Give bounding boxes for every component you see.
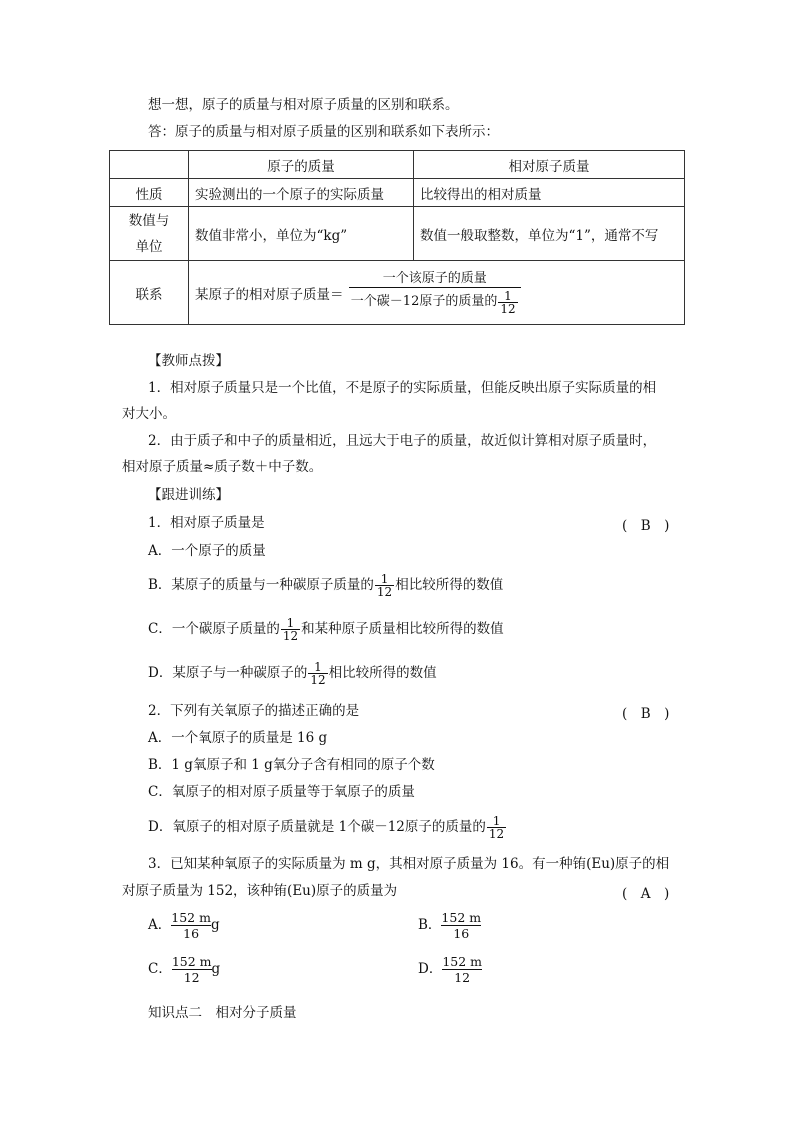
fraction-numerator: 一个该原子的质量 <box>382 270 487 286</box>
fraction-denominator <box>349 287 521 315</box>
q2-option-c: C．氧原子的相对原子质量等于氧原子的质量 <box>148 784 415 800</box>
denominator-text: 一个碳－12原子的质量的 <box>350 294 498 309</box>
option-fraction <box>441 910 481 941</box>
fraction-den: 12 <box>172 969 212 985</box>
q1-option-d <box>148 658 437 688</box>
table-header-relative-mass: 相对原子质量 <box>414 151 685 179</box>
q2-option-d <box>148 812 507 842</box>
q3-answer: ( A ) <box>622 886 670 902</box>
option-label: A． <box>148 917 172 933</box>
fraction-one-twelfth <box>487 815 506 840</box>
teacher-point-1-cont: 对大小。 <box>122 406 176 422</box>
fraction-den: 16 <box>171 925 211 941</box>
option-label: D． <box>418 961 443 977</box>
comparison-table <box>109 150 685 325</box>
table-cell-label <box>110 207 189 261</box>
intro-answer: 答：原子的质量与相对原子质量的区别和联系如下表所示： <box>148 124 499 140</box>
fraction-num: 1 <box>492 814 501 828</box>
q1-answer: ( B ) <box>622 518 670 534</box>
q3-stem-line-1: 3．已知某种氧原子的实际质量为 m g，其相对原子质量为 16。有一种铕(Eu)原子的相 <box>148 856 670 872</box>
teacher-point-2: 2．由于质子和中子的质量相近，且远大于电子的质量，故近似计算相对原子质量时， <box>148 433 657 449</box>
q3-stem-line-2: 对原子质量为 152，该种铕(Eu)原子的质量为 <box>122 883 398 899</box>
option-unit: g <box>211 961 221 977</box>
fraction-den: 12 <box>310 673 326 687</box>
option-label: C． <box>148 961 172 977</box>
q1-option-b <box>148 570 503 600</box>
relation-fraction <box>349 271 521 315</box>
q1-option-c <box>148 614 504 644</box>
option-text: 相比较所得的数值 <box>395 577 504 593</box>
fraction-num: 152 m <box>442 954 483 969</box>
fraction-num: 152 m <box>171 910 211 925</box>
q3-option-b <box>418 908 481 942</box>
inner-fraction <box>498 290 517 315</box>
table-row-value-unit <box>110 207 685 261</box>
table-header-atom-mass: 原子的质量 <box>189 151 414 179</box>
practice-title: 【跟进训练】 <box>148 487 229 503</box>
fraction-num: 1 <box>286 616 295 630</box>
teacher-title: 【教师点拨】 <box>148 353 229 369</box>
option-text: 相比较所得的数值 <box>328 665 437 681</box>
option-fraction <box>442 954 482 985</box>
intro-question: 想一想，原子的质量与相对原子质量的区别和联系。 <box>148 97 459 113</box>
option-text: C．一个碳原子质量的 <box>148 621 280 637</box>
table-row-relation <box>110 261 685 325</box>
fraction-den: 12 <box>282 629 299 643</box>
fraction-den: 12 <box>442 969 482 985</box>
fraction-one-twelfth <box>308 661 327 686</box>
option-text: B．某原子的质量与一种碳原子质量的 <box>148 577 374 593</box>
fraction-num: 1 <box>380 572 389 586</box>
q1-stem: 1．相对原子质量是 <box>148 515 265 531</box>
table-row-nature <box>110 179 685 207</box>
option-label: B． <box>418 917 442 933</box>
fraction-den: 12 <box>376 585 393 599</box>
option-text: D．氧原子的相对原子质量就是 1个碳－12原子的质量的 <box>148 819 486 835</box>
fraction-num: 152 m <box>441 910 482 925</box>
table-header-empty <box>110 151 189 179</box>
teacher-point-2-cont: 相对原子质量≈质子数＋中子数。 <box>122 459 323 475</box>
section-heading: 知识点二 相对分子质量 <box>148 1005 297 1021</box>
table-cell-label: 性质 <box>110 179 189 207</box>
fraction-den: 16 <box>441 925 481 941</box>
q3-option-c <box>148 952 220 986</box>
option-fraction <box>172 954 212 985</box>
inner-fraction-den: 12 <box>500 301 516 316</box>
fraction-den: 12 <box>488 827 505 841</box>
fraction-one-twelfth <box>375 573 394 598</box>
inner-fraction-num: 1 <box>504 288 512 303</box>
option-text: 和某种原子质量相比较所得的数值 <box>301 621 504 637</box>
label-line: 数值与 <box>128 212 170 229</box>
table-cell: 比较得出的相对质量 <box>414 179 685 207</box>
formula-lhs: 某原子的相对原子质量＝ <box>195 286 344 303</box>
option-fraction <box>171 910 211 941</box>
table-cell: 数值非常小，单位为“kg” <box>189 207 414 261</box>
teacher-point-1: 1．相对原子质量只是一个比值，不是原子的实际质量，但能反映出原子实际质量的相 <box>148 380 657 396</box>
table-cell: 实验测出的一个原子的实际质量 <box>189 179 414 207</box>
q3-option-a <box>148 908 220 942</box>
fraction-num: 152 m <box>171 954 212 969</box>
q1-option-a: A．一个原子的质量 <box>148 543 266 559</box>
relation-formula-cell <box>189 261 685 325</box>
label-line: 单位 <box>135 238 163 255</box>
table-cell: 数值一般取整数，单位为“1”，通常不写 <box>414 207 685 261</box>
q2-option-b: B．1 g氧原子和 1 g氧分子含有相同的原子个数 <box>148 757 435 773</box>
option-text: D．某原子与一种碳原子的 <box>148 665 308 681</box>
fraction-one-twelfth <box>281 617 300 642</box>
table-cell-label: 联系 <box>110 261 189 325</box>
q2-answer: ( B ) <box>622 706 670 722</box>
table-header-row <box>110 151 685 179</box>
q3-option-d <box>418 952 482 986</box>
q2-option-a: A．一个氧原子的质量是 16 g <box>148 730 328 746</box>
fraction-num: 1 <box>314 660 322 674</box>
option-unit: g <box>210 917 220 933</box>
q2-stem: 2．下列有关氧原子的描述正确的是 <box>148 703 360 719</box>
